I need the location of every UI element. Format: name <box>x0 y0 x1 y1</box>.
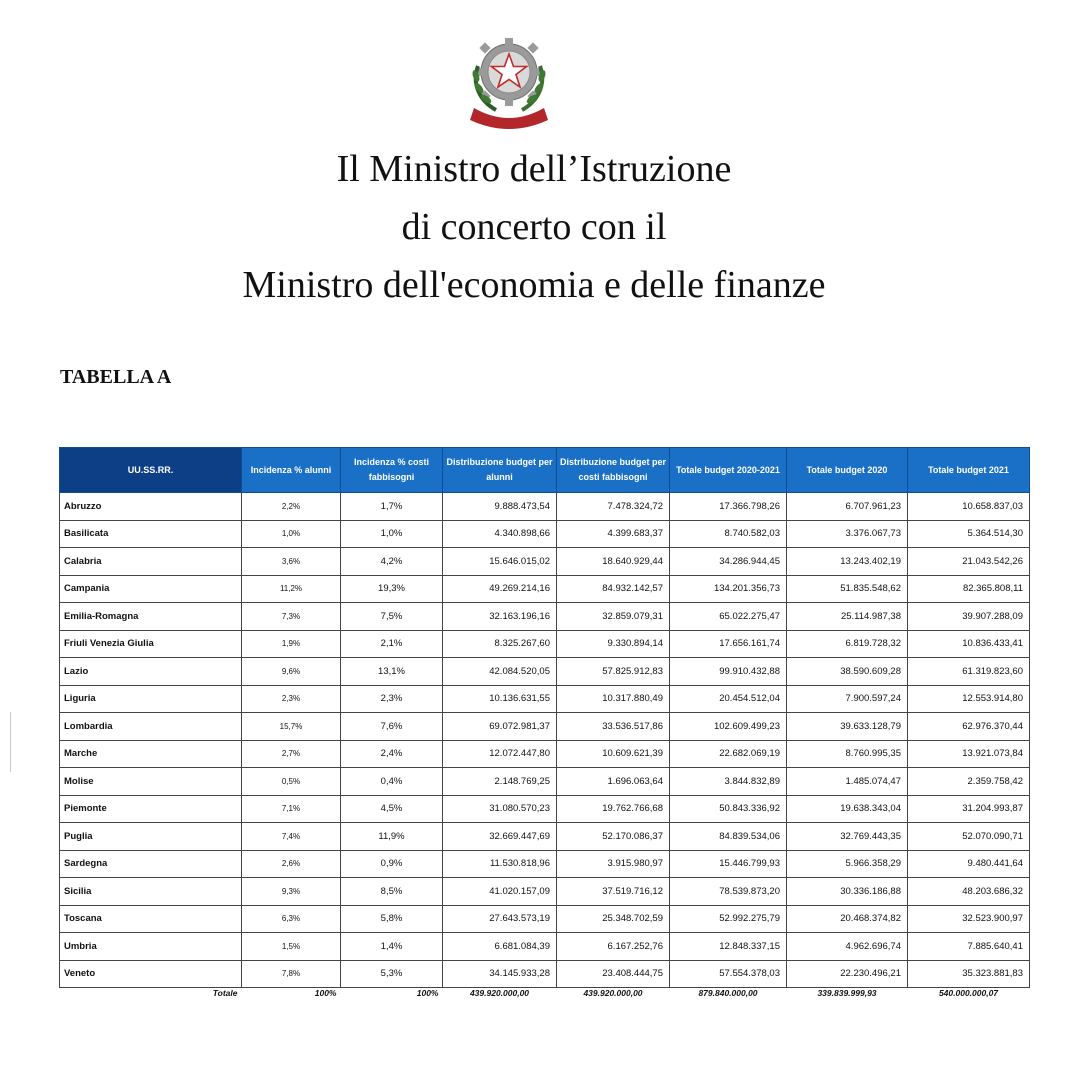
pct-costs-cell: 8,5% <box>341 878 443 906</box>
region-cell: Umbria <box>60 933 242 961</box>
total-2021-cell: 21.043.542,26 <box>908 548 1030 576</box>
budget-costs-cell: 37.519.716,12 <box>557 878 670 906</box>
table-row <box>60 658 1030 686</box>
total-2020-2021-cell: 12.848.337,15 <box>670 933 787 961</box>
total-2020-cell: 30.336.186,88 <box>787 878 908 906</box>
budget-students-cell: 49.269.214,16 <box>443 575 557 603</box>
budget-students-cell: 27.643.573,19 <box>443 905 557 933</box>
table-row <box>60 795 1030 823</box>
budget-students-cell: 6.681.084,39 <box>443 933 557 961</box>
total-2021-cell: 31.204.993,87 <box>908 795 1030 823</box>
table-row <box>60 603 1030 631</box>
pct-costs-cell: 5,8% <box>341 905 443 933</box>
table-row <box>60 548 1030 576</box>
table-row <box>60 960 1030 988</box>
table-row <box>60 713 1030 741</box>
total-2020-2021-cell: 15.446.799,93 <box>670 850 787 878</box>
table-row <box>60 630 1030 658</box>
budget-costs-cell: 7.478.324,72 <box>557 493 670 521</box>
total-2020-cell: 39.633.128,79 <box>787 713 908 741</box>
total-2020-cell: 4.962.696,74 <box>787 933 908 961</box>
table-row <box>60 823 1030 851</box>
total-2020-cell: 3.376.067,73 <box>787 520 908 548</box>
budget-costs-cell: 33.536.517,86 <box>557 713 670 741</box>
column-header: Totale budget 2021 <box>908 448 1030 493</box>
budget-students-cell: 41.020.157,09 <box>443 878 557 906</box>
total-2020-2021-cell: 52.992.275,79 <box>670 905 787 933</box>
region-cell: Basilicata <box>60 520 242 548</box>
total-2020-cell: 22.230.496,21 <box>787 960 908 988</box>
column-header: Distribuzione budget per costi fabbisogni <box>557 448 670 493</box>
total-2020-2021-cell: 50.843.336,92 <box>670 795 787 823</box>
total-2021-cell: 32.523.900,97 <box>908 905 1030 933</box>
region-cell: Marche <box>60 740 242 768</box>
total-2021-cell: 10.658.837,03 <box>908 493 1030 521</box>
budget-students-cell: 12.072.447,80 <box>443 740 557 768</box>
total-2021-cell: 52.070.090,71 <box>908 823 1030 851</box>
pct-costs-cell: 11,9% <box>341 823 443 851</box>
total-2021-cell: 5.364.514,30 <box>908 520 1030 548</box>
table-row <box>60 520 1030 548</box>
region-cell: Calabria <box>60 548 242 576</box>
total-cell: 339.839.999,93 <box>787 988 908 1003</box>
document-title <box>0 140 1068 314</box>
pct-students-cell: 2,3% <box>242 685 341 713</box>
pct-costs-cell: 2,3% <box>341 685 443 713</box>
region-cell: Friuli Venezia Giulia <box>60 630 242 658</box>
budget-costs-cell: 25.348.702,59 <box>557 905 670 933</box>
total-2020-2021-cell: 34.286.944,45 <box>670 548 787 576</box>
total-2020-cell: 7.900.597,24 <box>787 685 908 713</box>
region-cell: Liguria <box>60 685 242 713</box>
budget-costs-cell: 10.609.621,39 <box>557 740 670 768</box>
table-row <box>60 768 1030 796</box>
region-cell: Lombardia <box>60 713 242 741</box>
table-label: TABELLA A <box>60 366 172 388</box>
budget-students-cell: 4.340.898,66 <box>443 520 557 548</box>
total-2021-cell: 10.836.433,41 <box>908 630 1030 658</box>
budget-students-cell: 10.136.631,55 <box>443 685 557 713</box>
pct-costs-cell: 1,4% <box>341 933 443 961</box>
total-2020-cell: 13.243.402,19 <box>787 548 908 576</box>
total-2020-cell: 5.966.358,29 <box>787 850 908 878</box>
total-cell: 439.920.000,00 <box>557 988 670 1003</box>
totals-row <box>60 988 1030 1003</box>
budget-costs-cell: 1.696.063,64 <box>557 768 670 796</box>
total-2020-2021-cell: 134.201.356,73 <box>670 575 787 603</box>
column-header: Totale budget 2020 <box>787 448 908 493</box>
pct-students-cell: 9,6% <box>242 658 341 686</box>
pct-students-cell: 6,3% <box>242 905 341 933</box>
pct-costs-cell: 1,7% <box>341 493 443 521</box>
budget-costs-cell: 57.825.912,83 <box>557 658 670 686</box>
budget-students-cell: 32.669.447,69 <box>443 823 557 851</box>
total-2020-cell: 1.485.074,47 <box>787 768 908 796</box>
budget-students-cell: 15.646.015,02 <box>443 548 557 576</box>
emblem-icon <box>464 30 554 130</box>
pct-costs-cell: 2,1% <box>341 630 443 658</box>
pct-students-cell: 3,6% <box>242 548 341 576</box>
total-2020-2021-cell: 3.844.832,89 <box>670 768 787 796</box>
region-cell: Campania <box>60 575 242 603</box>
pct-students-cell: 7,3% <box>242 603 341 631</box>
total-2020-2021-cell: 20.454.512,04 <box>670 685 787 713</box>
total-2020-2021-cell: 102.609.499,23 <box>670 713 787 741</box>
budget-students-cell: 69.072.981,37 <box>443 713 557 741</box>
column-header: UU.SS.RR. <box>60 448 242 493</box>
budget-students-cell: 2.148.769,25 <box>443 768 557 796</box>
region-cell: Molise <box>60 768 242 796</box>
table-row <box>60 933 1030 961</box>
total-2021-cell: 13.921.073,84 <box>908 740 1030 768</box>
total-2020-cell: 6.707.961,23 <box>787 493 908 521</box>
total-2020-2021-cell: 78.539.873,20 <box>670 878 787 906</box>
total-2020-cell: 8.760.995,35 <box>787 740 908 768</box>
pct-students-cell: 9,3% <box>242 878 341 906</box>
table-row <box>60 905 1030 933</box>
total-2020-cell: 25.114.987,38 <box>787 603 908 631</box>
total-2021-cell: 9.480.441,64 <box>908 850 1030 878</box>
budget-costs-cell: 19.762.766,68 <box>557 795 670 823</box>
budget-table <box>59 447 1030 1002</box>
pct-costs-cell: 5,3% <box>341 960 443 988</box>
pct-costs-cell: 2,4% <box>341 740 443 768</box>
total-cell: 540.000.000,07 <box>908 988 1030 1003</box>
total-2021-cell: 48.203.686,32 <box>908 878 1030 906</box>
region-cell: Veneto <box>60 960 242 988</box>
total-2020-2021-cell: 57.554.378,03 <box>670 960 787 988</box>
total-2020-cell: 32.769.443,35 <box>787 823 908 851</box>
total-2020-2021-cell: 17.656.161,74 <box>670 630 787 658</box>
table-row <box>60 850 1030 878</box>
budget-students-cell: 34.145.933,28 <box>443 960 557 988</box>
total-2020-cell: 51.835.548,62 <box>787 575 908 603</box>
pct-costs-cell: 4,5% <box>341 795 443 823</box>
total-2021-cell: 7.885.640,41 <box>908 933 1030 961</box>
budget-costs-cell: 4.399.683,37 <box>557 520 670 548</box>
column-header: Incidenza % costi fabbisogni <box>341 448 443 493</box>
total-2021-cell: 2.359.758,42 <box>908 768 1030 796</box>
total-2020-cell: 38.590.609,28 <box>787 658 908 686</box>
pct-students-cell: 1,9% <box>242 630 341 658</box>
pct-students-cell: 1,5% <box>242 933 341 961</box>
total-2021-cell: 12.553.914,80 <box>908 685 1030 713</box>
budget-students-cell: 32.163.196,16 <box>443 603 557 631</box>
total-2021-cell: 39.907.288,09 <box>908 603 1030 631</box>
budget-costs-cell: 3.915.980,97 <box>557 850 670 878</box>
pct-costs-cell: 7,6% <box>341 713 443 741</box>
pct-students-cell: 15,7% <box>242 713 341 741</box>
total-2020-2021-cell: 84.839.534,06 <box>670 823 787 851</box>
table-row <box>60 685 1030 713</box>
budget-students-cell: 11.530.818,96 <box>443 850 557 878</box>
budget-costs-cell: 23.408.444,75 <box>557 960 670 988</box>
table-row <box>60 740 1030 768</box>
region-cell: Emilia-Romagna <box>60 603 242 631</box>
region-cell: Toscana <box>60 905 242 933</box>
pct-students-cell: 11,2% <box>242 575 341 603</box>
table-header-row <box>60 448 1030 493</box>
total-2020-cell: 20.468.374,82 <box>787 905 908 933</box>
budget-students-cell: 31.080.570,23 <box>443 795 557 823</box>
pct-costs-cell: 0,9% <box>341 850 443 878</box>
total-2021-cell: 35.323.881,83 <box>908 960 1030 988</box>
pct-costs-cell: 0,4% <box>341 768 443 796</box>
budget-costs-cell: 52.170.086,37 <box>557 823 670 851</box>
total-cell: 100% <box>242 988 341 1003</box>
table-row <box>60 878 1030 906</box>
pct-costs-cell: 7,5% <box>341 603 443 631</box>
total-2020-2021-cell: 65.022.275,47 <box>670 603 787 631</box>
region-cell: Sardegna <box>60 850 242 878</box>
region-cell: Sicilia <box>60 878 242 906</box>
pct-students-cell: 1,0% <box>242 520 341 548</box>
total-cell: 879.840.000,00 <box>670 988 787 1003</box>
region-cell: Abruzzo <box>60 493 242 521</box>
budget-students-cell: 42.084.520,05 <box>443 658 557 686</box>
column-header: Incidenza % alunni <box>242 448 341 493</box>
budget-costs-cell: 6.167.252,76 <box>557 933 670 961</box>
region-cell: Piemonte <box>60 795 242 823</box>
budget-costs-cell: 18.640.929,44 <box>557 548 670 576</box>
table-row <box>60 493 1030 521</box>
pct-students-cell: 7,4% <box>242 823 341 851</box>
pct-costs-cell: 13,1% <box>341 658 443 686</box>
total-2021-cell: 61.319.823,60 <box>908 658 1030 686</box>
budget-students-cell: 9.888.473,54 <box>443 493 557 521</box>
title-line-2: di concerto con il <box>401 206 667 248</box>
total-2020-2021-cell: 17.366.798,26 <box>670 493 787 521</box>
pct-students-cell: 2,7% <box>242 740 341 768</box>
total-2021-cell: 82.365.808,11 <box>908 575 1030 603</box>
total-2020-2021-cell: 8.740.582,03 <box>670 520 787 548</box>
page-edge-line <box>0 712 11 772</box>
column-header: Distribuzione budget per alunni <box>443 448 557 493</box>
pct-costs-cell: 19,3% <box>341 575 443 603</box>
column-header: Totale budget 2020-2021 <box>670 448 787 493</box>
budget-costs-cell: 10.317.880,49 <box>557 685 670 713</box>
region-cell: Puglia <box>60 823 242 851</box>
pct-students-cell: 2,2% <box>242 493 341 521</box>
total-cell: 100% <box>341 988 443 1003</box>
total-2020-2021-cell: 99.910.432,88 <box>670 658 787 686</box>
budget-costs-cell: 32.859.079,31 <box>557 603 670 631</box>
budget-costs-cell: 84.932.142,57 <box>557 575 670 603</box>
title-line-3: Ministro dell'economia e delle finanze <box>242 264 826 306</box>
region-cell: Lazio <box>60 658 242 686</box>
total-2020-cell: 19.638.343,04 <box>787 795 908 823</box>
pct-students-cell: 0,5% <box>242 768 341 796</box>
pct-costs-cell: 1,0% <box>341 520 443 548</box>
table-row <box>60 575 1030 603</box>
title-line-1: Il Ministro dell’Istruzione <box>336 148 732 190</box>
pct-costs-cell: 4,2% <box>341 548 443 576</box>
budget-costs-cell: 9.330.894,14 <box>557 630 670 658</box>
total-2021-cell: 62.976.370,44 <box>908 713 1030 741</box>
pct-students-cell: 7,8% <box>242 960 341 988</box>
total-2020-2021-cell: 22.682.069,19 <box>670 740 787 768</box>
total-2020-cell: 6.819.728,32 <box>787 630 908 658</box>
total-cell: 439.920.000,00 <box>443 988 557 1003</box>
totals-label: Totale <box>60 988 242 1003</box>
pct-students-cell: 7,1% <box>242 795 341 823</box>
pct-students-cell: 2,6% <box>242 850 341 878</box>
budget-students-cell: 8.325.267,60 <box>443 630 557 658</box>
